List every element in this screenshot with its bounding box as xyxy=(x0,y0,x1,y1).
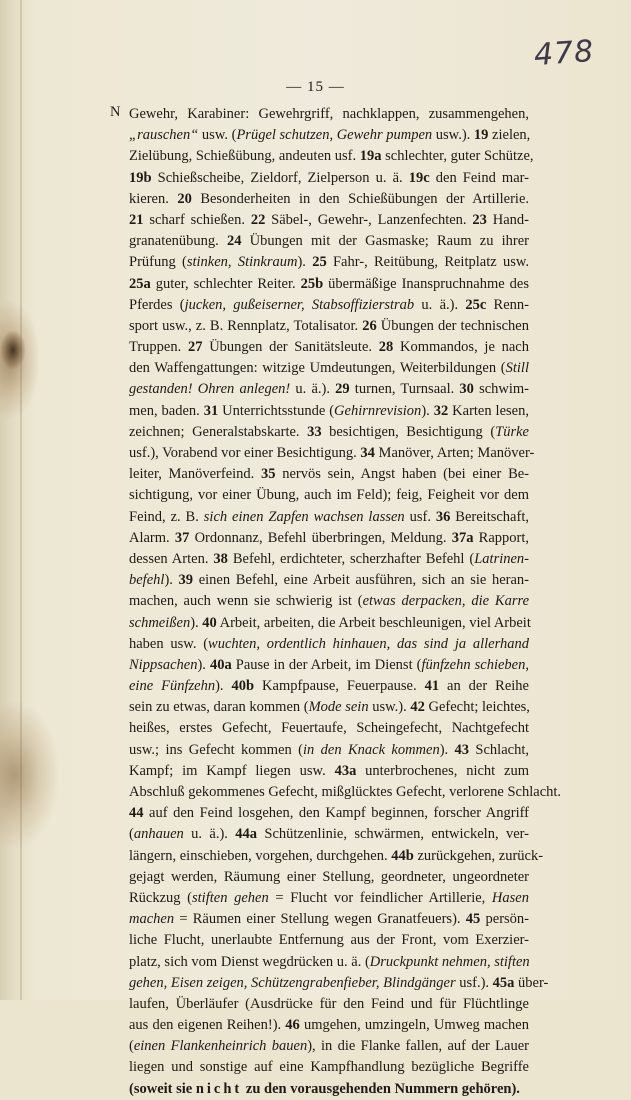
bold-text: 44b xyxy=(391,847,414,864)
text-line xyxy=(129,316,529,337)
text-line xyxy=(129,422,529,443)
italic-term: etwas derpacken, die Karre xyxy=(362,593,529,610)
text-run: Pause in der Arbeit, im Dienst ( xyxy=(231,656,422,673)
text-line xyxy=(129,803,529,824)
text-line xyxy=(129,930,529,951)
text-run: Befehl, erdichteter, scherzhafter Befehl ( xyxy=(227,550,475,567)
text-run: Übungen der technischen xyxy=(376,317,529,334)
bold-text: 30 xyxy=(459,381,474,398)
italic-term: Nippsachen xyxy=(129,656,198,673)
text-run: platz, sich vom Dienst wegdrücken u. ä. ( xyxy=(129,953,370,970)
text-line xyxy=(129,507,529,528)
text-run: usw.). xyxy=(368,699,411,716)
italic-term: Hasen xyxy=(491,889,529,906)
italic-term: schmeißen xyxy=(129,614,191,631)
page-number: — 15 — xyxy=(286,79,345,95)
text-line xyxy=(129,379,529,400)
text-run: liegen und sonstige auf eine Kampfhandlung bezügliche Begriffe xyxy=(129,1059,529,1076)
text-run: Karten lesen, xyxy=(448,402,529,419)
text-run: Unterrichtsstunde ( xyxy=(218,402,335,419)
text-run: schwim- xyxy=(473,381,529,398)
bold-text: 31 xyxy=(203,402,219,419)
text-run: ), in die Flanke fallen, auf der Lauer xyxy=(307,1038,529,1055)
bold-text: 35 xyxy=(261,466,276,483)
body-paragraph xyxy=(129,104,562,1100)
italic-term: stinken, Stinkraum xyxy=(186,254,298,271)
text-run: leiter, Manöverfeind. xyxy=(129,466,262,483)
text-run: Übungen mit der Gasmaske; Raum zu ihrer xyxy=(241,233,529,250)
italic-term: gestanden! Ohren anlegen! xyxy=(129,381,291,398)
page-edge-line xyxy=(20,0,22,1000)
bold-text: 19a xyxy=(359,148,382,165)
text-run: Rückzug ( xyxy=(129,889,193,906)
text-run: Kampf; im Kampf liegen usw. xyxy=(129,762,335,779)
text-run: zielen, xyxy=(488,127,531,144)
text-run: Kampfpause, Feuerpause. xyxy=(254,678,425,695)
text-run: granatenübung. xyxy=(129,233,227,250)
italic-term: stiften gehen xyxy=(192,889,269,906)
bold-text: zu den vorausgehenden Nummern gehören). xyxy=(242,1080,520,1097)
text-run: scharf schießen. xyxy=(143,211,251,228)
text-run: ). xyxy=(439,741,455,758)
text-run: aus den eigenen Reihen!). xyxy=(129,1017,286,1034)
italic-term: Still xyxy=(505,360,529,377)
text-run: ). xyxy=(421,402,434,419)
text-line xyxy=(129,274,529,295)
italic-term: Latrinen- xyxy=(474,550,530,567)
text-line xyxy=(129,591,529,612)
text-run: usw.; ins Gefecht kommen ( xyxy=(129,741,303,758)
text-run: Gefecht; leichtes, xyxy=(424,699,530,716)
text-line xyxy=(129,210,529,231)
italic-term: Prügel schutzen, Gewehr pumpen xyxy=(236,127,433,144)
text-run: Pferdes ( xyxy=(129,296,185,313)
text-run: heißes, erstes Gefecht, Feuertaufe, Scheingefecht, Nachtgefecht xyxy=(129,720,529,737)
text-line xyxy=(129,867,529,888)
text-run: Schießscheibe, Zieldorf, Zielperson u. ä. xyxy=(151,169,409,186)
text-run: ). xyxy=(197,656,210,673)
text-line xyxy=(129,168,529,189)
text-run: u. ä.). xyxy=(414,296,466,313)
text-line xyxy=(129,888,529,909)
bold-text: 25b xyxy=(300,275,324,292)
text-run: ( xyxy=(129,1038,134,1055)
text-run: ( xyxy=(129,826,134,843)
bold-text: 28 xyxy=(378,339,394,356)
text-run: liche Flucht, unerlaubte Entfernung aus der Front, vom Exerzier- xyxy=(129,932,529,949)
text-run: usf.), Vorabend vor einer Besichtigung. xyxy=(129,445,361,461)
bold-text: 39 xyxy=(178,572,194,589)
text-run: sport usw., z. B. Rennplatz, Totalisator. xyxy=(129,317,363,334)
bold-text: 25 xyxy=(312,254,327,271)
text-line xyxy=(129,973,549,994)
text-run: zurückgehen, zurück- xyxy=(413,847,544,864)
text-run: Prüfung ( xyxy=(129,254,187,271)
bold-text: 43a xyxy=(334,762,357,779)
text-line xyxy=(129,125,529,146)
text-run: Truppen. xyxy=(129,339,188,356)
italic-term: Gehirnrevision xyxy=(334,402,422,419)
text-line xyxy=(129,994,529,1015)
italic-term: fünfzehn schieben, xyxy=(421,656,529,673)
text-run: gejagt werden, Räumung einer Stellung, geordneter, ungeordneter xyxy=(129,868,529,885)
italic-term: in den Knack kommen xyxy=(302,741,440,758)
bold-text: 20 xyxy=(177,190,192,207)
bold-text: 45 xyxy=(465,911,481,928)
text-line xyxy=(129,570,529,591)
bold-text: 25c xyxy=(465,296,487,313)
text-line xyxy=(129,528,529,549)
bold-text: 45a xyxy=(492,974,515,991)
italic-term: Druckpunkt nehmen, stiften xyxy=(369,953,530,970)
text-run: Schlacht, xyxy=(469,741,529,758)
bold-text: 19 xyxy=(473,127,489,144)
text-run: kieren. xyxy=(129,190,178,207)
bold-text: 44a xyxy=(235,826,258,843)
text-run: Renn- xyxy=(486,296,529,313)
bold-text: 44 xyxy=(129,805,144,822)
text-run: besichtigen, Besichtigung ( xyxy=(321,423,496,440)
text-line xyxy=(129,485,529,506)
text-run: unterbrochenes, nicht zum xyxy=(356,762,529,779)
text-line xyxy=(129,718,529,739)
bold-text: 22 xyxy=(250,211,266,228)
text-line xyxy=(129,613,529,634)
text-run: umgehen, umzingeln, Umweg machen xyxy=(299,1017,529,1034)
text-line xyxy=(129,1036,529,1057)
text-line xyxy=(129,740,529,761)
section-letter: N xyxy=(110,104,121,120)
bold-text: 24 xyxy=(226,233,242,250)
text-run: längern, einschieben, vorgehen, durchgehen. xyxy=(129,847,392,864)
text-run: zeichnen; Generalstabskarte. xyxy=(129,423,308,440)
text-run: Rapport, xyxy=(473,529,530,546)
text-run: Feind, z. B. xyxy=(129,508,204,525)
text-run: sichtigung, vor einer Übung, auch im Feld); feig, Feigheit vor dem xyxy=(129,487,529,504)
bold-text: 26 xyxy=(362,317,377,334)
text-run: Abschluß gekommenes Gefecht, mißglücktes Gefecht, verlorene Schlacht. xyxy=(129,784,562,800)
text-run: u. ä.). xyxy=(183,826,236,843)
bold-text: 43 xyxy=(454,741,470,758)
text-line xyxy=(129,401,529,422)
water-stain xyxy=(0,700,60,850)
text-run: an der Reihe xyxy=(439,678,529,695)
text-line xyxy=(129,146,534,167)
text-line xyxy=(129,358,529,379)
bold-text: 34 xyxy=(360,445,375,461)
text-run: den Feind mar- xyxy=(429,169,529,186)
text-run: ). xyxy=(297,254,313,271)
italic-term: gehen, Eisen zeigen, Schützengrabenfieber, Blindgänger xyxy=(129,974,456,991)
bold-text: 40 xyxy=(202,614,217,631)
italic-term: „rauschen“ xyxy=(129,127,199,144)
bold-text: 23 xyxy=(472,211,487,228)
text-run: = Räumen einer Stellung wegen Granatfeuers). xyxy=(174,911,466,928)
text-line xyxy=(129,824,529,845)
text-run: = Flucht vor feindlicher Artillerie, xyxy=(268,889,492,906)
text-run: turnen, Turnsaal. xyxy=(349,381,460,398)
text-line xyxy=(129,104,529,125)
text-run: ). xyxy=(215,678,232,695)
text-run: laufen, Überläufer (Ausdrücke für den Feind und für Flüchtlinge xyxy=(129,995,529,1012)
text-line xyxy=(129,782,562,803)
text-run: dessen Arten. xyxy=(129,550,214,567)
text-line xyxy=(129,252,529,273)
text-line xyxy=(129,655,529,676)
text-line xyxy=(129,189,529,210)
text-run: Zielübung, Schießübung, andeuten usf. xyxy=(129,148,360,165)
italic-term: eine Fünfzehn xyxy=(129,678,216,695)
text-line xyxy=(129,464,529,485)
text-line xyxy=(129,1057,529,1078)
bold-text: nicht xyxy=(195,1080,243,1097)
handwritten-page-note: 478 xyxy=(532,33,596,74)
italic-term: sich einen Zapfen wachsen lassen xyxy=(203,508,405,525)
italic-term: machen xyxy=(129,911,175,928)
italic-term: jucken, gußeiserner, Stabsoffizierstrab xyxy=(184,296,415,313)
text-line xyxy=(129,676,529,697)
bold-text: 19b xyxy=(129,169,152,186)
text-run: usf. xyxy=(404,508,436,525)
page-gutter xyxy=(0,0,22,1000)
text-run: Kommandos, je nach xyxy=(393,339,529,356)
bold-text: 21 xyxy=(129,211,144,228)
text-line xyxy=(129,295,529,316)
text-run: Hand- xyxy=(486,211,529,228)
text-run: Alarm. xyxy=(129,529,175,546)
text-run: Ordonnanz, Befehl überbringen, Meldung. xyxy=(189,529,452,546)
bold-text: 32 xyxy=(433,402,449,419)
text-line xyxy=(129,909,529,930)
bold-text: 42 xyxy=(410,699,425,716)
text-run: Fahr-, Reitübung, Reitplatz usw. xyxy=(326,254,529,271)
italic-term: befehl xyxy=(129,572,165,589)
italic-term: Türke xyxy=(495,423,529,440)
italic-term: Mode sein xyxy=(308,699,369,716)
text-run: u. ä.). xyxy=(290,381,336,398)
bold-text: 36 xyxy=(435,508,451,525)
text-run: usw.). xyxy=(432,127,474,144)
text-run: Manöver, Arten; Manöver- xyxy=(374,445,535,461)
bold-text: 25a xyxy=(129,275,151,292)
text-line xyxy=(129,337,529,358)
text-run: Schützenlinie, schwärmen, entwickeln, ver- xyxy=(257,826,529,843)
text-run: nervös sein, Angst haben (bei einer Be- xyxy=(275,466,530,483)
text-run: Bereitschaft, xyxy=(450,508,529,525)
text-line xyxy=(129,697,529,718)
text-run: Gewehr, Karabiner: Gewehrgriff, nachklappen, zusammengehen, xyxy=(129,106,529,122)
text-run: über- xyxy=(514,974,549,991)
text-line xyxy=(129,443,535,464)
text-line xyxy=(129,952,529,973)
text-line xyxy=(129,846,544,867)
text-run: auf den Feind losgehen, den Kampf beginnen, forscher Angriff xyxy=(143,805,529,822)
text-run: machen, auch wenn sie schwierig ist ( xyxy=(129,593,363,610)
text-run: men, baden. xyxy=(129,402,204,419)
text-line xyxy=(129,231,529,252)
text-run: Säbel-, Gewehr-, Lanzenfechten. xyxy=(265,211,473,228)
bold-text: 19c xyxy=(408,169,430,186)
bold-text: 37a xyxy=(451,529,474,546)
text-run: haben usw. ( xyxy=(129,635,209,652)
bold-text: (soweit sie xyxy=(129,1080,196,1097)
text-run: Besonderheiten in den Schießübungen der Artillerie. xyxy=(191,190,529,207)
text-run: den Waffengattungen: witzige Umdeutungen, Weiterbildungen ( xyxy=(129,360,506,377)
italic-term: einen Flankenheinrich bauen xyxy=(133,1038,308,1055)
text-line xyxy=(129,634,529,655)
burn-hole xyxy=(0,330,26,370)
text-run: schlechter, guter Schütze, xyxy=(381,148,534,165)
text-run: persön- xyxy=(480,911,529,928)
text-line xyxy=(129,1015,529,1036)
bold-text: 46 xyxy=(285,1017,300,1034)
text-run: übermäßige Inanspruchnahme des xyxy=(323,275,529,292)
text-run: usf.). xyxy=(455,974,493,991)
italic-term: wuchten, ordentlich hinhauen, das sind ja allerhand xyxy=(208,635,529,652)
italic-term: anhauen xyxy=(133,826,184,843)
bold-text: 27 xyxy=(187,339,203,356)
text-run: sein zu etwas, daran kommen ( xyxy=(129,699,309,716)
text-line xyxy=(129,761,529,782)
text-run: einen Befehl, eine Arbeit ausführen, sich an sie heran- xyxy=(193,572,529,589)
bold-text: 37 xyxy=(174,529,190,546)
bold-text: 41 xyxy=(424,678,440,695)
bold-text: 38 xyxy=(213,550,228,567)
text-line xyxy=(129,549,529,570)
bold-text: 40b xyxy=(231,678,255,695)
text-run: usw. ( xyxy=(198,127,237,144)
bold-text: 40a xyxy=(209,656,232,673)
text-run: ). xyxy=(164,572,179,589)
text-run: ). xyxy=(190,614,203,631)
text-run: Arbeit, arbeiten, die Arbeit beschleunigen, viel Arbeit xyxy=(216,614,531,631)
bold-text: 33 xyxy=(307,423,322,440)
bold-text: 29 xyxy=(335,381,350,398)
text-line xyxy=(129,1079,529,1100)
text-run: Übungen der Sanitätsleute. xyxy=(202,339,379,356)
text-run: guter, schlechter Reiter. xyxy=(150,275,301,292)
